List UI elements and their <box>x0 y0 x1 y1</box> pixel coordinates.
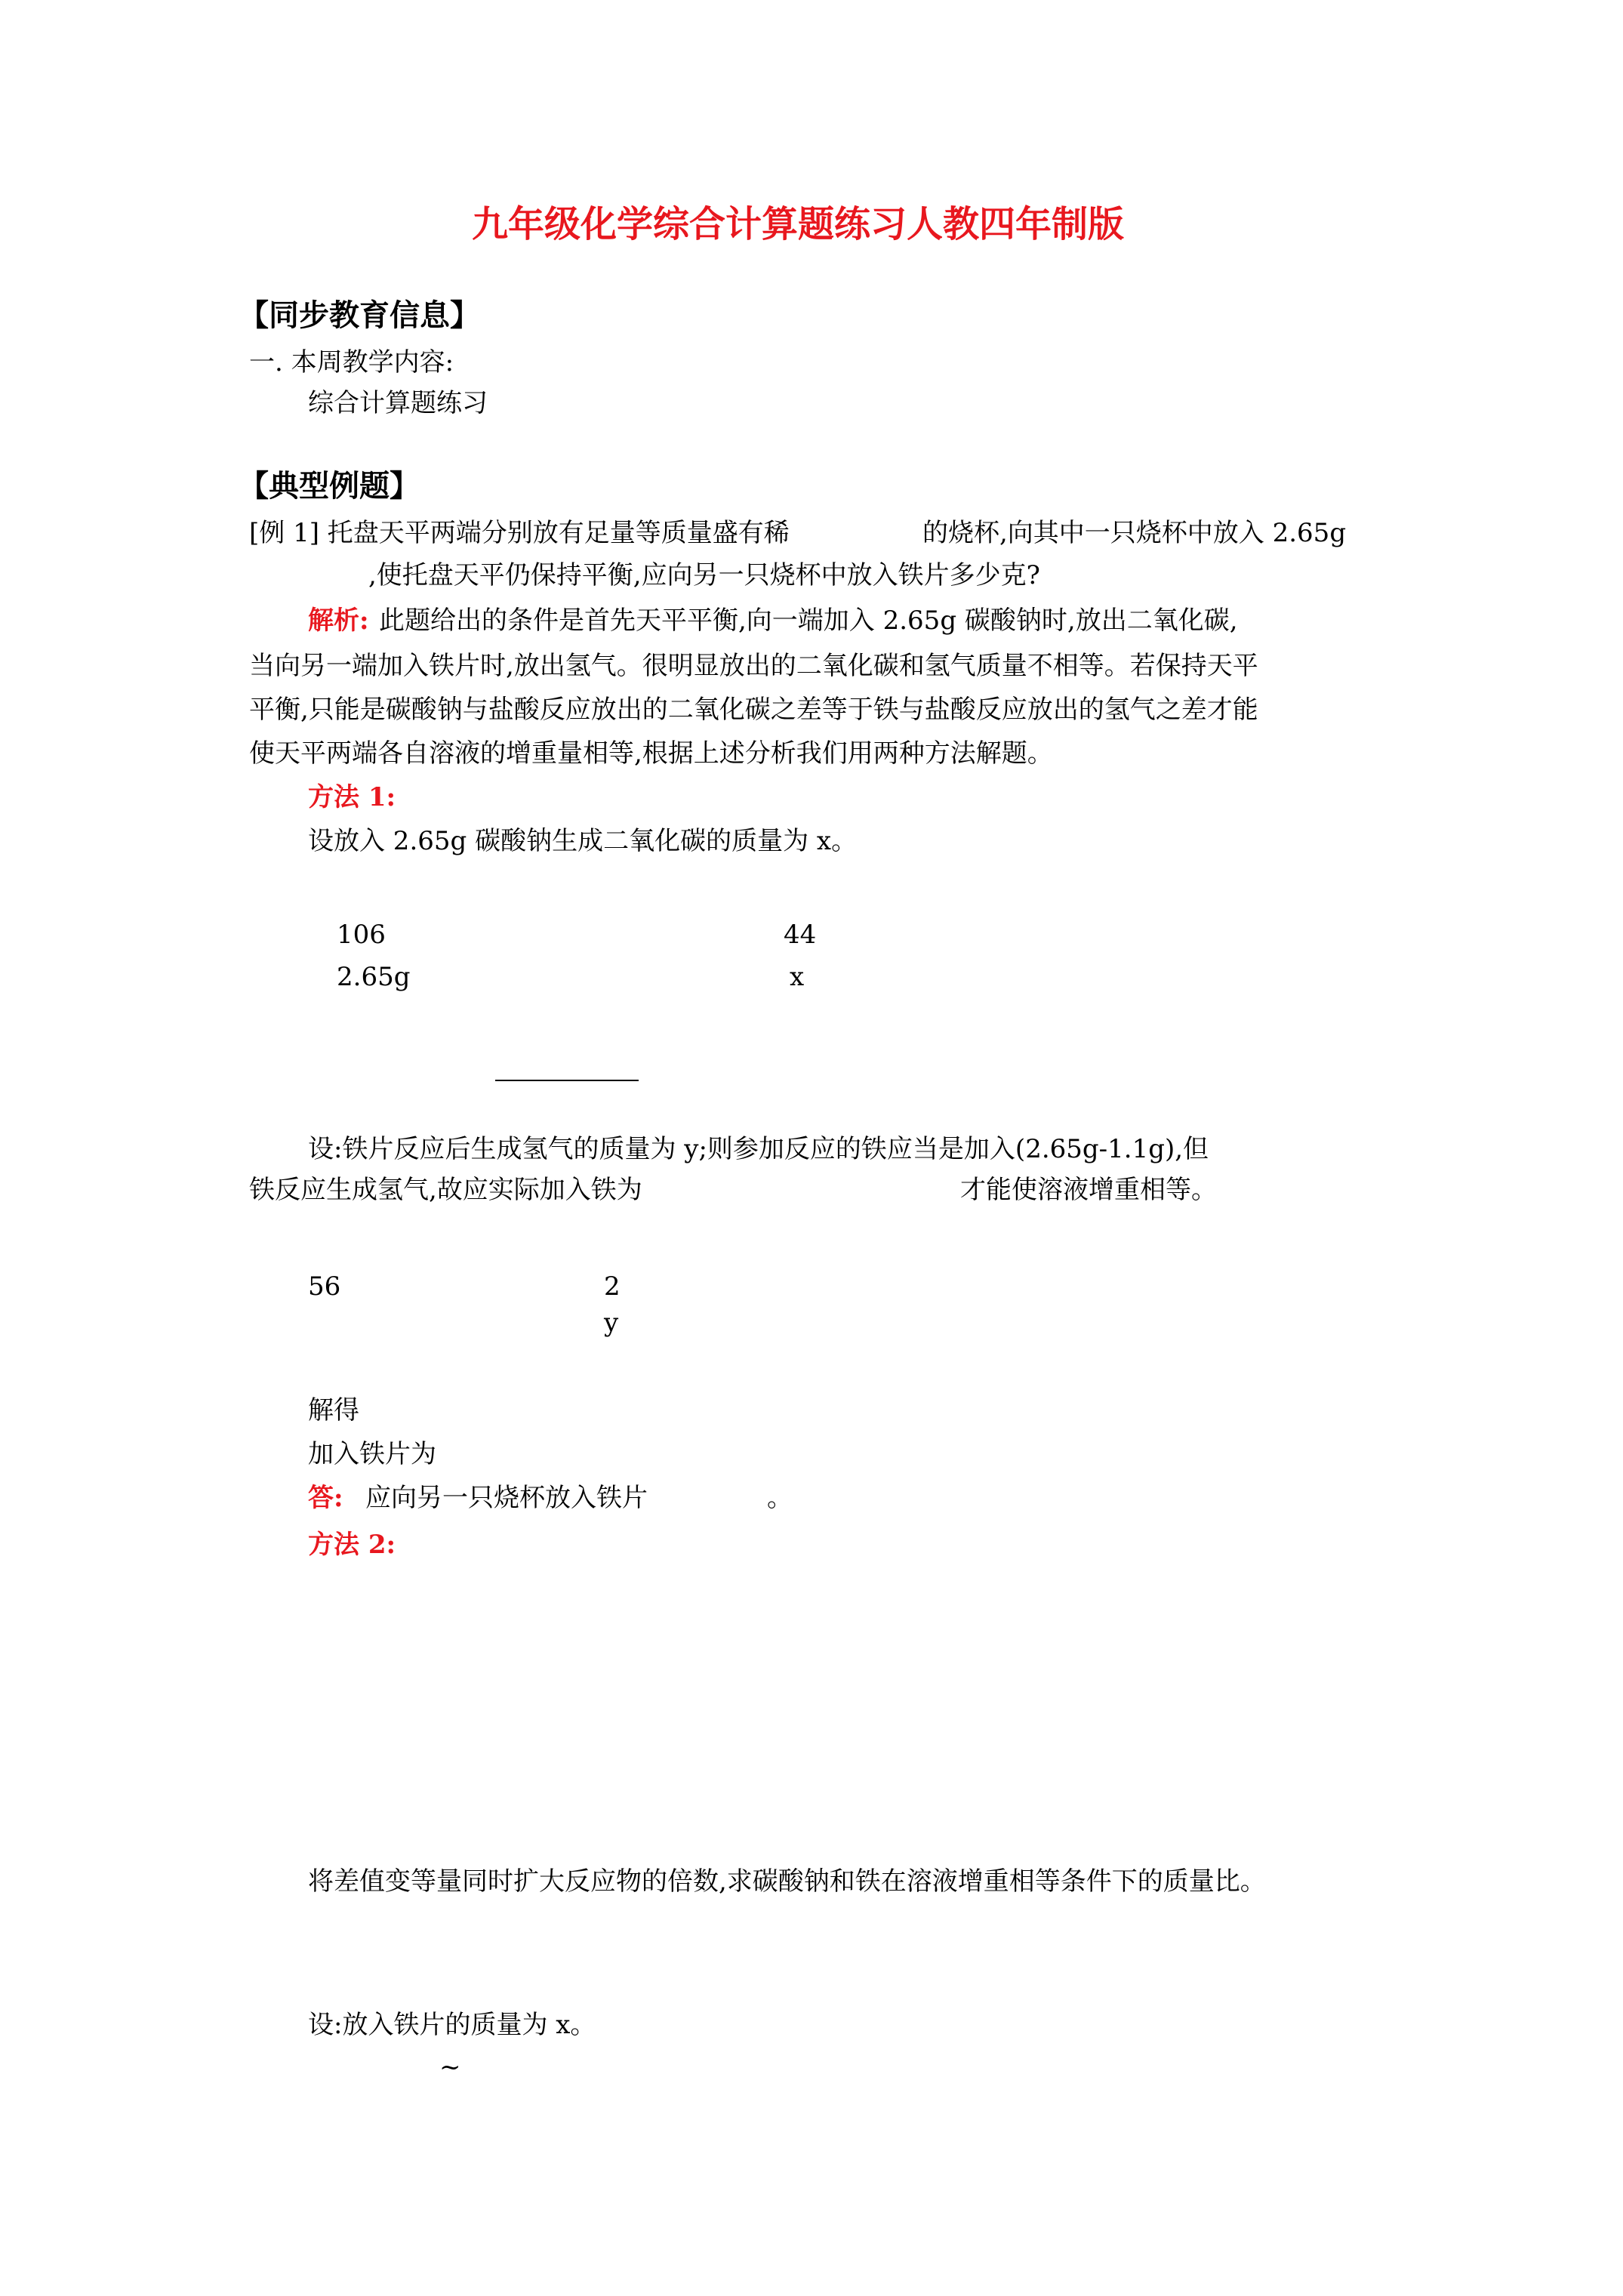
analysis-line2: 当向另一端加入铁片时,放出氢气。很明显放出的二氧化碳和氢气质量不相等。若保持天平 <box>249 651 1258 681</box>
method1-set-y-line2a: 铁反应生成氢气,故应实际加入铁为 <box>249 1175 642 1205</box>
doc-title: 九年级化学综合计算题练习人教四年制版 <box>472 203 1125 245</box>
analysis-line3: 平衡,只能是碳酸钠与盐酸反应放出的二氧化碳之差等于铁与盐酸反应放出的氢气之差才能 <box>249 695 1258 725</box>
example1-line2: ,使托盘天平仍保持平衡,应向另一只烧杯中放入铁片多少克? <box>368 560 1040 590</box>
method1-label: 方法 1: <box>308 782 396 812</box>
analysis-line4: 使天平两端各自溶液的增重量相等,根据上述分析我们用两种方法解题。 <box>249 738 1053 769</box>
answer-label: 答: <box>308 1483 343 1513</box>
method2-label: 方法 2: <box>308 1530 396 1560</box>
ratio-co2-unknown: x <box>790 962 805 992</box>
analysis-label: 解析: <box>308 606 369 636</box>
ratio-na2co3-mass: 106 <box>337 920 386 950</box>
tilde-symbol: ~ <box>439 2052 461 2082</box>
section-heading-sync-info: 【同步教育信息】 <box>239 297 480 333</box>
analysis-line1: 此题给出的条件是首先天平平衡,向一端加入 2.65g 碳酸钠时,放出二氧化碳, <box>379 606 1238 636</box>
section-heading-examples: 【典型例题】 <box>239 468 420 504</box>
example1-line1a: [例 1] 托盘天平两端分别放有足量等质量盛有稀 <box>249 518 790 548</box>
method1-set-x: 设放入 2.65g 碳酸钠生成二氧化碳的质量为 x。 <box>308 826 858 856</box>
method1-add-iron: 加入铁片为 <box>308 1439 436 1469</box>
method1-solve: 解得 <box>308 1395 359 1425</box>
ratio-na2co3-given: 2.65g <box>337 962 411 992</box>
method1-set-y-line1: 设:铁片反应后生成氢气的质量为 y;则参加反应的铁应当是加入(2.65g-1.1g),但 <box>308 1134 1209 1164</box>
answer-end: 。 <box>767 1483 793 1513</box>
ratio-h2-unknown: y <box>604 1308 619 1338</box>
method2-paragraph: 将差值变等量同时扩大反应物的倍数,求碳酸钠和铁在溶液增重相等条件下的质量比。 <box>308 1866 1266 1897</box>
method2-set-x: 设:放入铁片的质量为 x。 <box>308 2010 596 2040</box>
ratio-co2-mass: 44 <box>784 920 817 950</box>
example1-line1b: 的烧杯,向其中一只烧杯中放入 2.65g <box>922 518 1347 548</box>
ratio-h2-mass: 2 <box>604 1271 621 1302</box>
ratio-fe-mass: 56 <box>308 1271 341 1302</box>
weekly-content-value: 综合计算题练习 <box>308 388 488 418</box>
answer-text: 应向另一只烧杯放入铁片 <box>365 1483 648 1513</box>
fraction-line <box>495 1080 639 1081</box>
weekly-content-label: 一. 本周教学内容: <box>249 347 454 378</box>
method1-set-y-line2b: 才能使溶液增重相等。 <box>960 1175 1217 1205</box>
